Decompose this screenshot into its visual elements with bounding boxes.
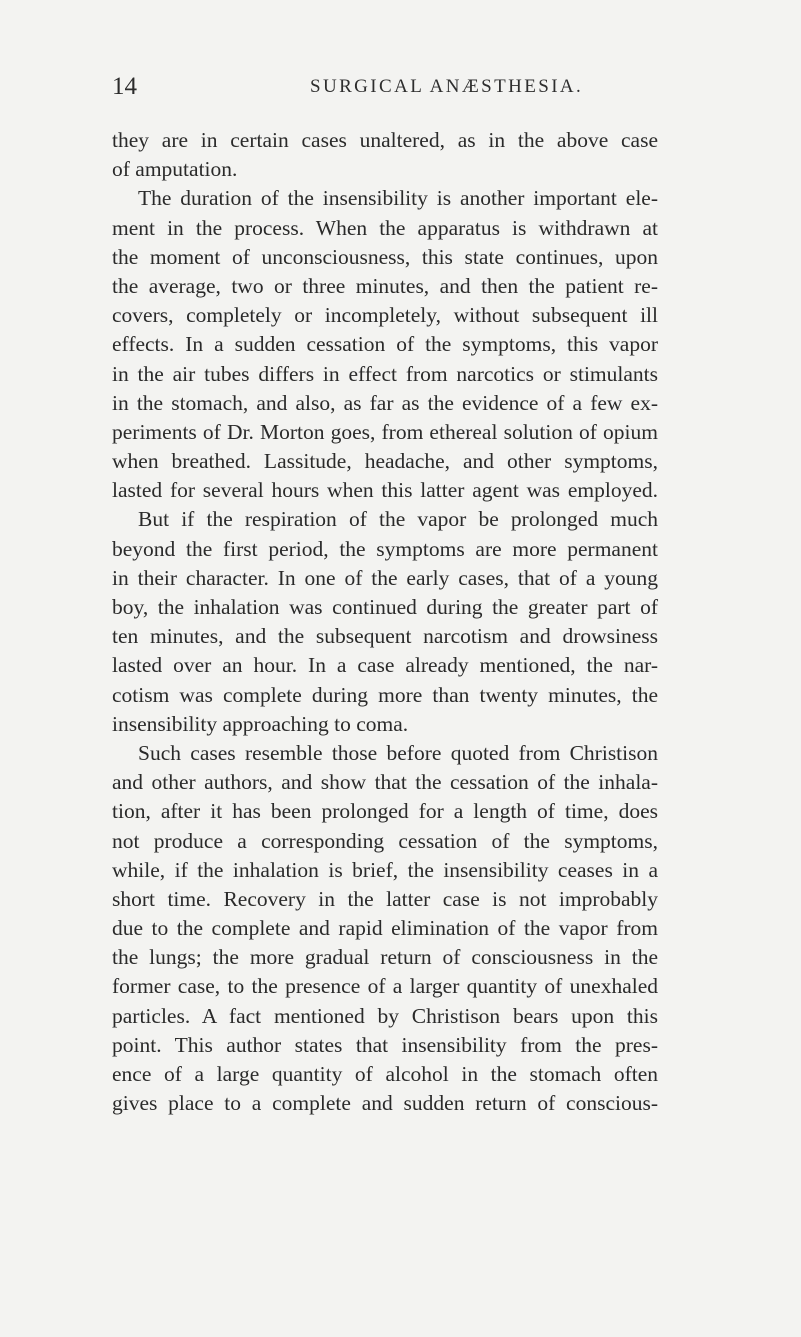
text-line: point. This author states that insensibility from the pres- [112,1032,658,1057]
text-line: ence of a large quantity of alcohol in the stomach often [112,1062,658,1086]
text-line: ten minutes, and the subsequent narcotism and drowsiness [112,624,658,649]
text-line: cotism was complete during more than twenty minutes, the [112,682,658,707]
text-line: The duration of the insensibility is another important ele- [138,186,658,211]
body-text [112,126,658,1118]
text-line: they are in certain cases unaltered, as in the above case [112,128,658,152]
text-line: not produce a corresponding cessation of the symptoms, [112,828,658,853]
text-line: and other authors, and show that the cessation of the inhala- [112,770,658,795]
text-line: in the air tubes differs in effect from narcotics or stimulants [112,361,658,386]
page-number: 14 [112,73,137,100]
text-line: ment in the process. When the apparatus is withdrawn at [112,215,658,240]
text-line: Such cases resemble those before quoted from Christison [138,740,658,765]
page-header [112,72,658,102]
text-line: in the stomach, and also, as far as the evidence of a few ex- [112,390,658,415]
text-line: boy, the inhalation was continued during the greater part of [112,595,658,619]
text-line: periments of Dr. Morton goes, from ethereal solution of opium [112,419,658,444]
text-line: short time. Recovery in the latter case is not improbably [112,886,658,911]
text-line: due to the complete and rapid elimination of the vapor from [112,916,658,941]
text-line: covers, completely or incompletely, without subsequent ill [112,303,658,328]
text-line: But if the respiration of the vapor be prolonged much [138,507,658,532]
text-line: while, if the inhalation is brief, the insensibility ceases in a [112,857,658,882]
text-line: lasted for several hours when this latter agent was employed. [112,478,658,503]
text-line: tion, after it has been prolonged for a length of time, does [112,799,658,824]
text-line: in their character. In one of the early cases, that of a young [112,565,658,590]
text-line: gives place to a complete and sudden return of conscious- [112,1091,658,1116]
text-line: insensibility approaching to coma. [112,711,409,736]
text-line: beyond the first period, the symptoms are more permanent [112,536,658,561]
text-line: lasted over an hour. In a case already mentioned, the nar- [112,653,658,678]
text-line: when breathed. Lassitude, headache, and other symptoms, [112,449,658,474]
text-line: particles. A fact mentioned by Christison bears upon this [112,1003,658,1028]
text-line: the moment of unconsciousness, this state continues, upon [112,244,658,269]
running-head: SURGICAL ANÆSTHESIA. [310,76,584,97]
text-line: of amputation. [112,157,238,182]
text-line: effects. In a sudden cessation of the symptoms, this vapor [112,332,658,357]
text-line: the average, two or three minutes, and then the patient re- [112,273,658,298]
text-line: former case, to the presence of a larger quantity of unexhaled [112,974,658,999]
text-line: the lungs; the more gradual return of consciousness in the [112,945,658,970]
